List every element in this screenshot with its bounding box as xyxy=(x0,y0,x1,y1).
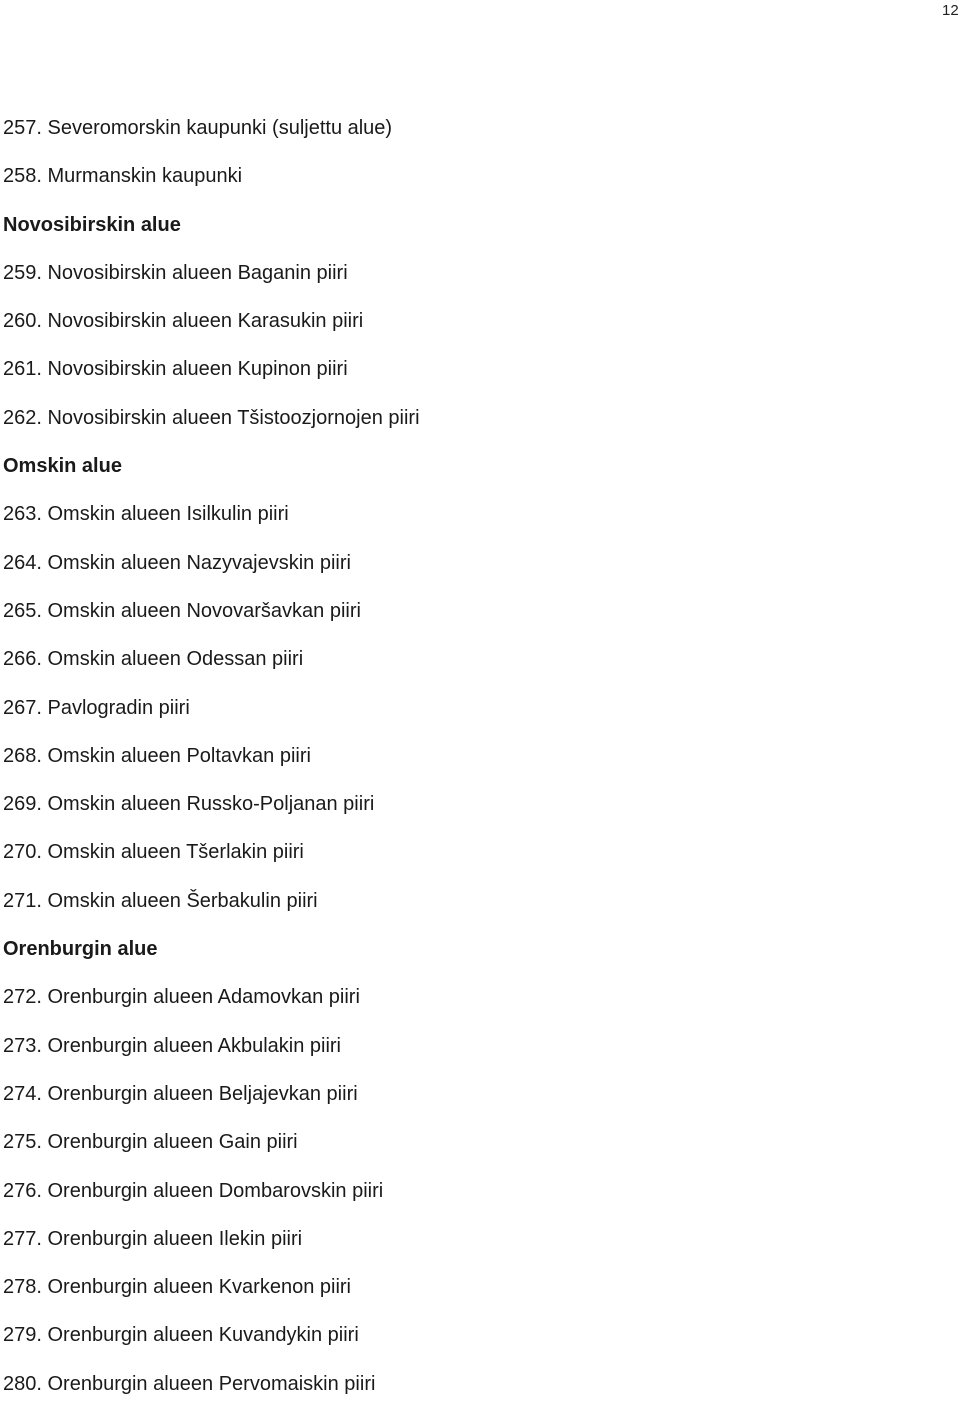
list-item: 262. Novosibirskin alueen Tšistoozjornojen piiri xyxy=(3,406,420,429)
list-item: 265. Omskin alueen Novovaršavkan piiri xyxy=(3,599,361,622)
list-item: 263. Omskin alueen Isilkulin piiri xyxy=(3,503,289,526)
list-item: 271. Omskin alueen Šerbakulin piiri xyxy=(3,889,318,912)
list-item: 259. Novosibirskin alueen Baganin piiri xyxy=(3,261,348,284)
list-item: 258. Murmanskin kaupunki xyxy=(3,165,243,188)
list-item: 261. Novosibirskin alueen Kupinon piiri xyxy=(3,358,348,381)
document-body xyxy=(3,104,943,1408)
list-item: 275. Orenburgin alueen Gain piiri xyxy=(3,1131,298,1154)
list-item: 267. Pavlogradin piiri xyxy=(3,696,190,719)
section-heading: Omskin alue xyxy=(3,455,122,478)
list-item: 270. Omskin alueen Tšerlakin piiri xyxy=(3,841,304,864)
list-item: 276. Orenburgin alueen Dombarovskin piiri xyxy=(3,1179,384,1202)
list-item: 273. Orenburgin alueen Akbulakin piiri xyxy=(3,1034,341,1057)
list-item: 277. Orenburgin alueen Ilekin piiri xyxy=(3,1227,303,1250)
list-item: 280. Orenburgin alueen Pervomaiskin piiri xyxy=(3,1372,376,1395)
list-item: 274. Orenburgin alueen Beljajevkan piiri xyxy=(3,1082,358,1105)
list-item: 264. Omskin alueen Nazyvajevskin piiri xyxy=(3,551,351,574)
section-heading: Orenburgin alue xyxy=(3,938,158,961)
list-item: 266. Omskin alueen Odessan piiri xyxy=(3,648,304,671)
page-number: 12 xyxy=(942,2,959,19)
list-item: 279. Orenburgin alueen Kuvandykin piiri xyxy=(3,1324,359,1347)
list-item: 257. Severomorskin kaupunki (suljettu alue) xyxy=(3,117,393,139)
list-item: 268. Omskin alueen Poltavkan piiri xyxy=(3,744,311,767)
list-item: 269. Omskin alueen Russko-Poljanan piiri xyxy=(3,793,375,816)
list-item: 272. Orenburgin alueen Adamovkan piiri xyxy=(3,986,360,1009)
section-heading: Novosibirskin alue xyxy=(3,213,181,236)
list-item: 260. Novosibirskin alueen Karasukin piiri xyxy=(3,310,364,333)
list-item: 278. Orenburgin alueen Kvarkenon piiri xyxy=(3,1276,351,1299)
